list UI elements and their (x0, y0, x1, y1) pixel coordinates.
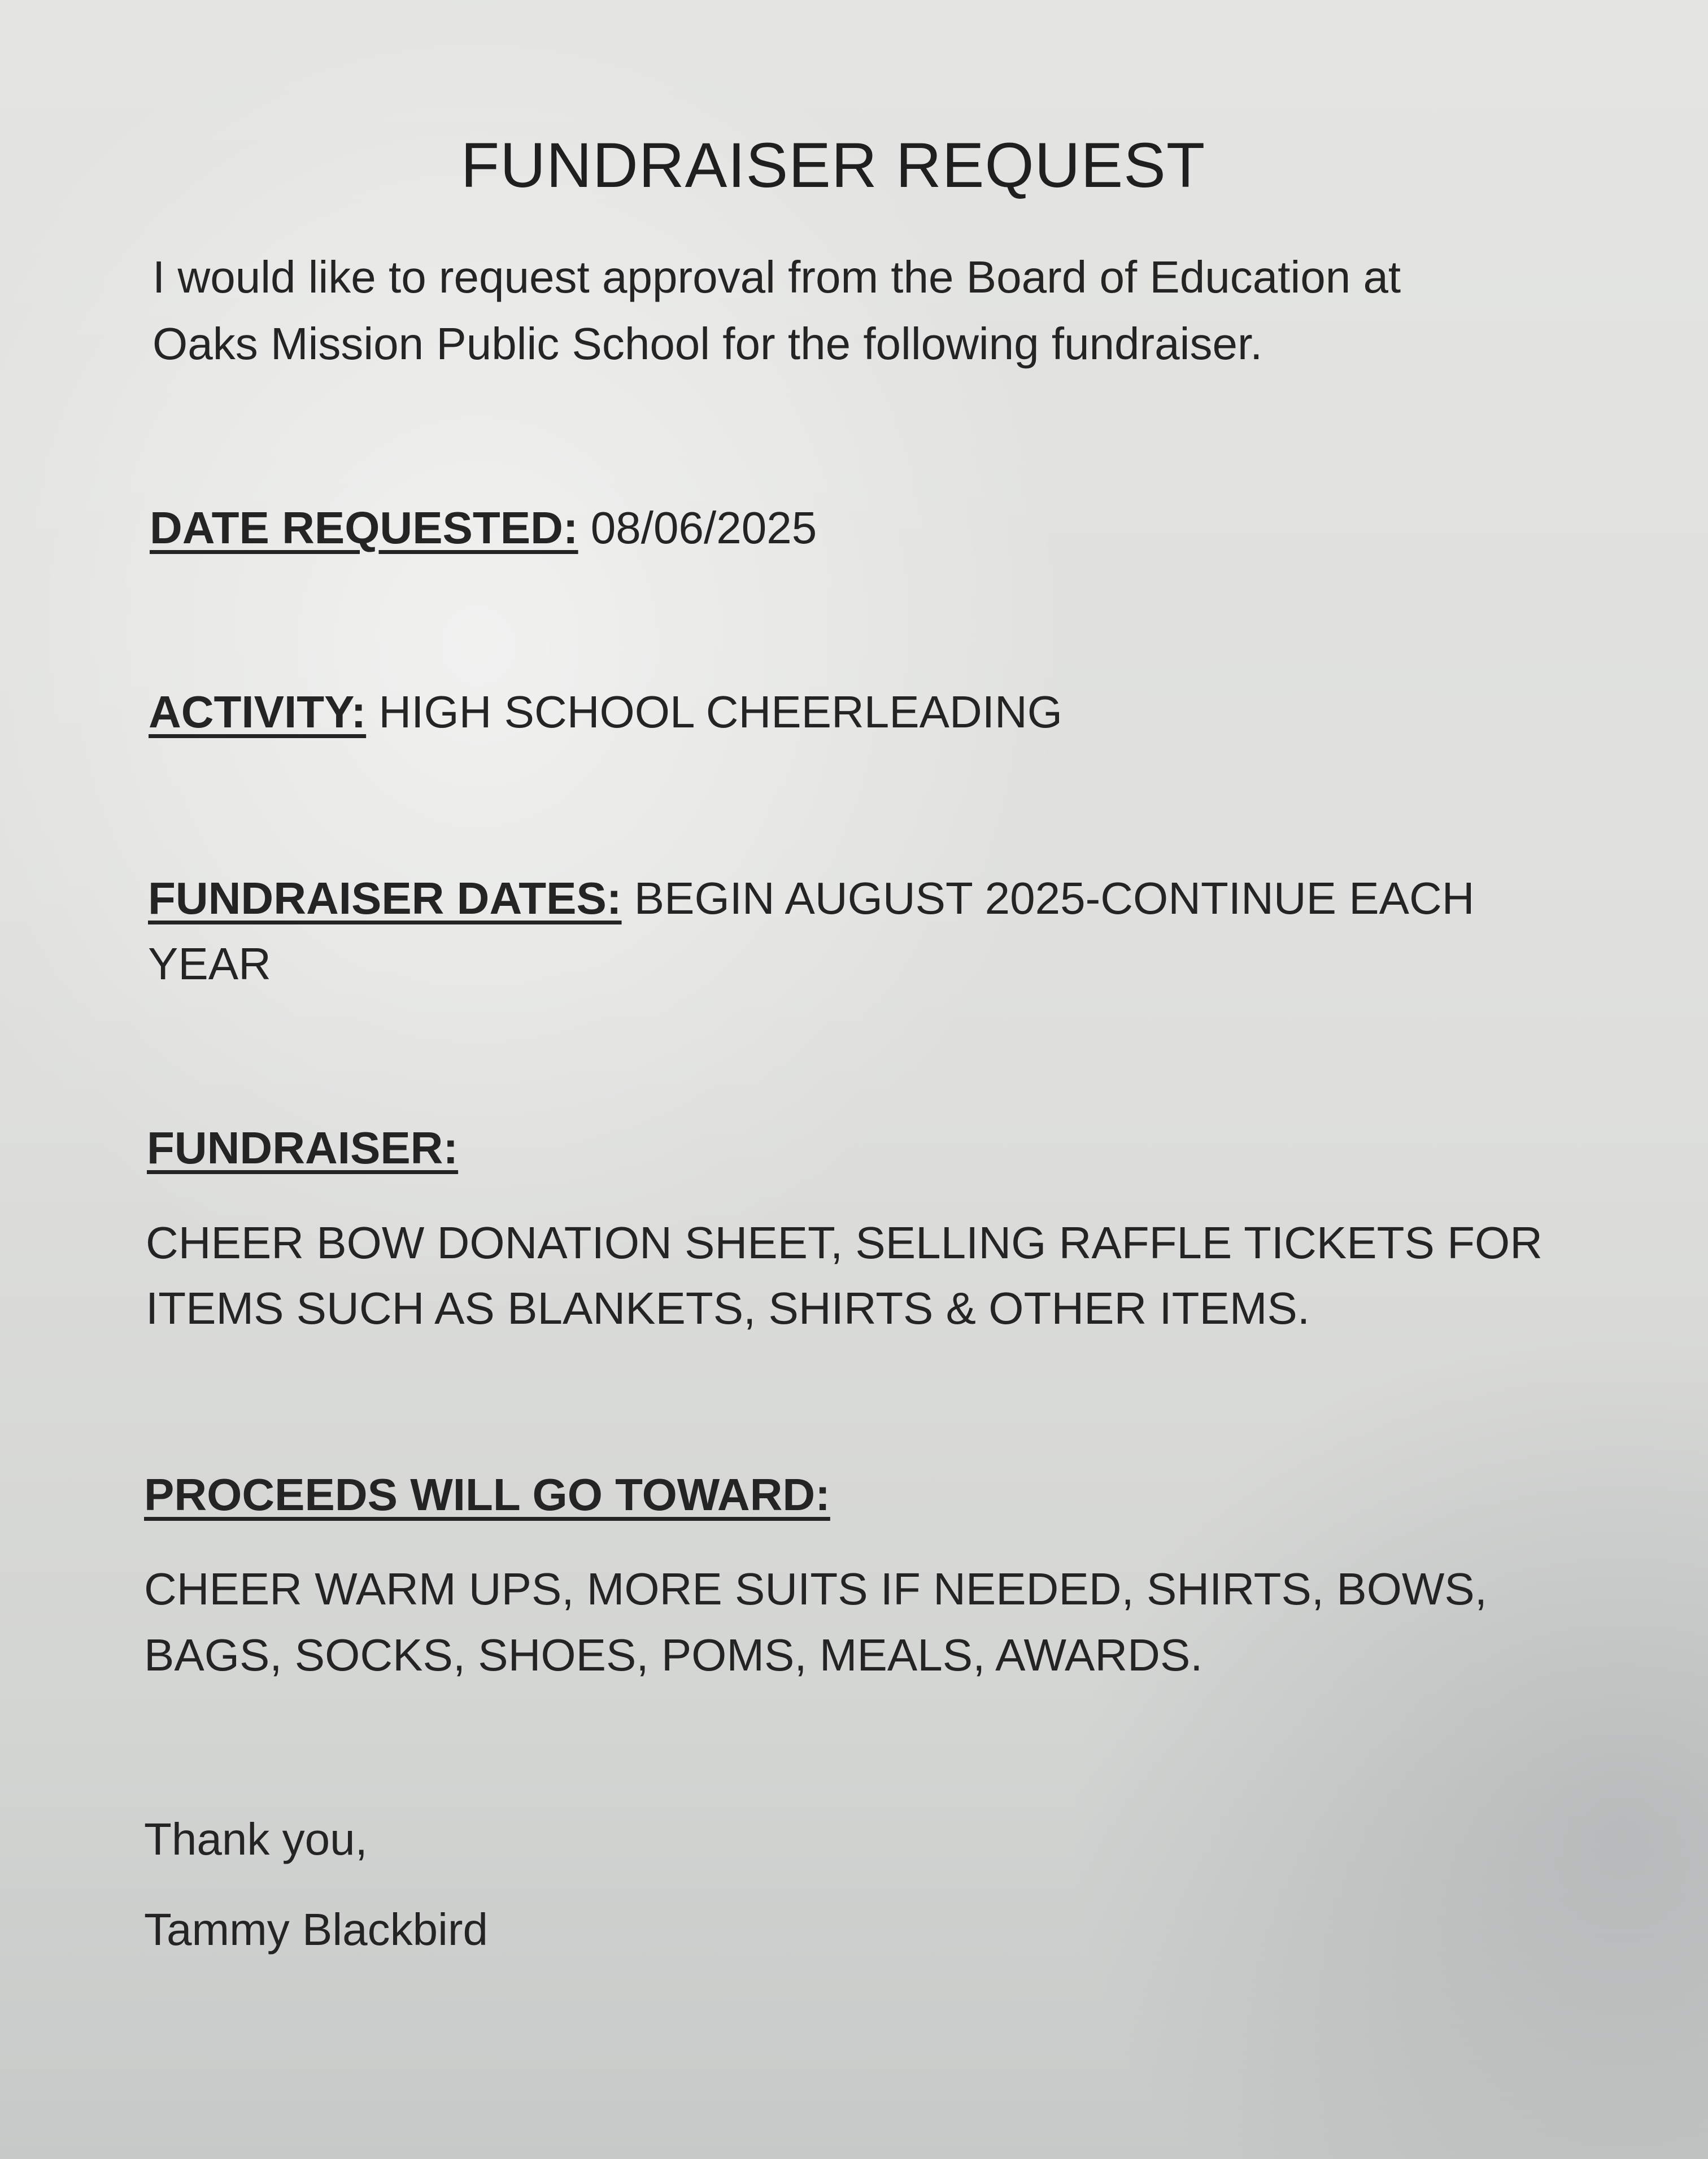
activity-label: ACTIVITY: (149, 687, 367, 737)
intro-line-1: I would like to request approval from the Board of Education at (152, 252, 1401, 302)
activity-value: HIGH SCHOOL CHEERLEADING (378, 687, 1062, 737)
fundraiser-line-1: CHEER BOW DONATION SHEET, SELLING RAFFLE TICKETS FOR (146, 1218, 1543, 1268)
fundraiser-dates-continued: YEAR (148, 939, 271, 989)
closing-text: Thank you, (144, 1814, 368, 1864)
activity-row (149, 679, 1062, 745)
date-requested-label: DATE REQUESTED: (150, 503, 578, 553)
signature-name: Tammy Blackbird (144, 1904, 489, 1955)
intro-line-2: Oaks Mission Public School for the following fundraiser. (152, 319, 1263, 369)
fundraiser-label: FUNDRAISER: (147, 1123, 459, 1173)
fundraiser-line-2: ITEMS SUCH AS BLANKETS, SHIRTS & OTHER ITEMS. (146, 1283, 1310, 1333)
fundraiser-dates-row (148, 865, 1475, 932)
proceeds-line-1: CHEER WARM UPS, MORE SUITS IF NEEDED, SHIRTS, BOWS, (144, 1564, 1488, 1614)
proceeds-row (144, 1462, 830, 1528)
date-requested-value: 08/06/2025 (590, 503, 817, 553)
document-title: FUNDRAISER REQUEST (460, 130, 1206, 200)
proceeds-label: PROCEEDS WILL GO TOWARD: (144, 1469, 830, 1520)
date-requested-row (150, 495, 817, 561)
fundraiser-row (147, 1115, 458, 1181)
fundraiser-dates-value: BEGIN AUGUST 2025-CONTINUE EACH (634, 873, 1475, 923)
fundraiser-dates-label: FUNDRAISER DATES: (148, 873, 622, 923)
proceeds-line-2: BAGS, SOCKS, SHOES, POMS, MEALS, AWARDS. (144, 1630, 1203, 1680)
